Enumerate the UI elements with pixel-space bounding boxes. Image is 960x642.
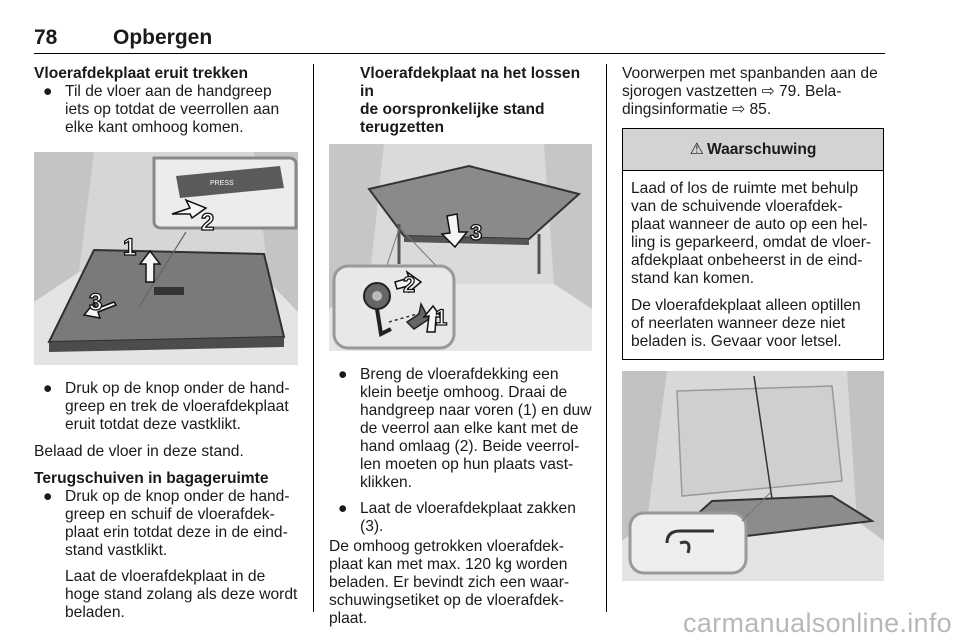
- text-line: Voorwerpen met spanbanden aan de: [622, 65, 878, 82]
- indented-paragraph: [34, 568, 302, 622]
- page-number: 78: [34, 26, 58, 49]
- callout-2: 2: [201, 209, 215, 236]
- text-line: Druk op de knop onder de hand-: [65, 488, 290, 505]
- text-line: plaat wanneer de auto op een hel-: [631, 216, 868, 233]
- text-line: De omhoog getrokken vloerafdek-: [329, 538, 564, 555]
- text-line: plaat.: [329, 610, 368, 627]
- callout-1: 1: [435, 305, 448, 330]
- figure-floor-panel-pull-out: [34, 152, 298, 365]
- text-line: beladen. Er bevindt zich een waar-: [329, 574, 570, 591]
- figure-loaded-floor-panel: [622, 371, 884, 581]
- bullet-item: [329, 366, 594, 492]
- text-line: van de schuivende vloerafdek-: [631, 198, 843, 215]
- text-line: plaat kan met max. 120 kg worden: [329, 556, 568, 573]
- section-heading: Terugschuiven in bagageruimte: [34, 470, 269, 487]
- page-title: Opbergen: [113, 26, 213, 49]
- bullet-item: [34, 380, 302, 434]
- text-line: Laad of los de ruimte met behulp: [631, 180, 859, 197]
- text-line: klein beetje omhoog. Draai de: [360, 384, 568, 401]
- callout-3: 3: [470, 220, 483, 245]
- press-label: PRESS: [210, 180, 234, 187]
- page-ref-link[interactable]: 79: [778, 83, 797, 100]
- warning-icon: ⚠: [689, 140, 704, 158]
- text-line: De vloerafdekplaat alleen optillen: [631, 297, 861, 314]
- text-line: plaat erin totdat deze in de eind-: [65, 524, 288, 541]
- column-divider-1: [313, 64, 314, 612]
- callout-3: 3: [89, 289, 103, 316]
- text-line: elke kant omhoog komen.: [65, 119, 244, 136]
- column-1: [34, 65, 302, 622]
- text-line: Laat de vloerafdekplaat zakken: [360, 500, 576, 517]
- text-line: hand omlaag (2). Beide veerrol-: [360, 438, 580, 455]
- page-ref-link[interactable]: 85: [749, 101, 767, 118]
- bullet-icon: ●: [338, 366, 348, 383]
- figure-floor-panel-reset: [329, 144, 592, 351]
- text-line: iets op totdat de veerrollen aan: [65, 101, 280, 118]
- callout-1: 1: [123, 234, 137, 261]
- bullet-icon: ●: [338, 500, 348, 517]
- text-line: handgreep naar voren (1) en duw: [360, 402, 592, 419]
- text-line: of neerlaten wanneer deze niet: [631, 315, 846, 332]
- bullet-item: [329, 500, 594, 536]
- warning-title: Waarschuwing: [706, 140, 817, 158]
- page-ref-arrow-icon: ⇨: [761, 83, 775, 100]
- paragraph: [329, 538, 594, 628]
- paragraph: Belaad de vloer in deze stand.: [34, 443, 244, 460]
- text-line: Laat de vloerafdekplaat in de: [65, 568, 266, 585]
- bullet-icon: ●: [43, 380, 53, 397]
- heading-line: de oorspronkelijke stand: [360, 101, 545, 118]
- text-line: de veerrol aan elke kant met de: [360, 420, 579, 437]
- callout-2: 2: [403, 272, 416, 297]
- text-line: sjorogen vastzetten ⇨ 79. Bela-: [622, 83, 842, 100]
- text-line: schuwingsetiket op de vloerafdek-: [329, 592, 564, 609]
- bullet-icon: ●: [43, 488, 53, 505]
- text-line: greep en schuif de vloerafdek-: [65, 506, 275, 523]
- text-line: hoge stand zolang als deze wordt: [65, 586, 298, 603]
- page-ref-arrow-icon: ⇨: [732, 101, 746, 118]
- text-line: stand vastklikt.: [65, 542, 168, 559]
- warning-box: [622, 128, 884, 360]
- heading-line: Vloerafdekplaat na het lossen in: [360, 65, 581, 100]
- text-line: Breng de vloerafdekking een: [360, 366, 559, 383]
- text-line: eruit totdat deze vastklikt.: [65, 416, 241, 433]
- header-rule: [34, 53, 885, 54]
- section-heading: [329, 65, 594, 137]
- text-line: beladen.: [65, 604, 125, 621]
- bullet-item: [34, 488, 302, 560]
- warning-body: [623, 171, 883, 359]
- watermark: carmanualsonline.info: [683, 608, 952, 638]
- text-line: ling is geparkeerd, omdat de vloer-: [631, 234, 872, 251]
- column-divider-2: [606, 64, 607, 612]
- text-line: klikken.: [360, 474, 412, 491]
- bullet-icon: ●: [43, 83, 53, 100]
- text-line: beladen is. Gevaar voor letsel.: [631, 333, 842, 350]
- section-heading: Vloerafdekplaat eruit trekken: [34, 65, 249, 82]
- heading-line: terugzetten: [360, 119, 445, 136]
- text-line: Druk op de knop onder de hand-: [65, 380, 290, 397]
- column-3: [622, 65, 886, 581]
- text-line: stand kan komen.: [631, 270, 755, 287]
- text-line: (3).: [360, 518, 384, 535]
- column-2: [329, 65, 594, 628]
- text-line: Til de vloer aan de handgreep: [65, 83, 272, 100]
- warning-header: [623, 129, 883, 171]
- text-line: greep en trek de vloerafdekplaat: [65, 398, 289, 415]
- text-line: len moeten op hun plaats vast-: [360, 456, 574, 473]
- text-line: dingsinformatie ⇨ 85.: [622, 101, 772, 118]
- bullet-item: [34, 83, 302, 137]
- text-line: afdekplaat onbeheerst in de eind-: [631, 252, 863, 269]
